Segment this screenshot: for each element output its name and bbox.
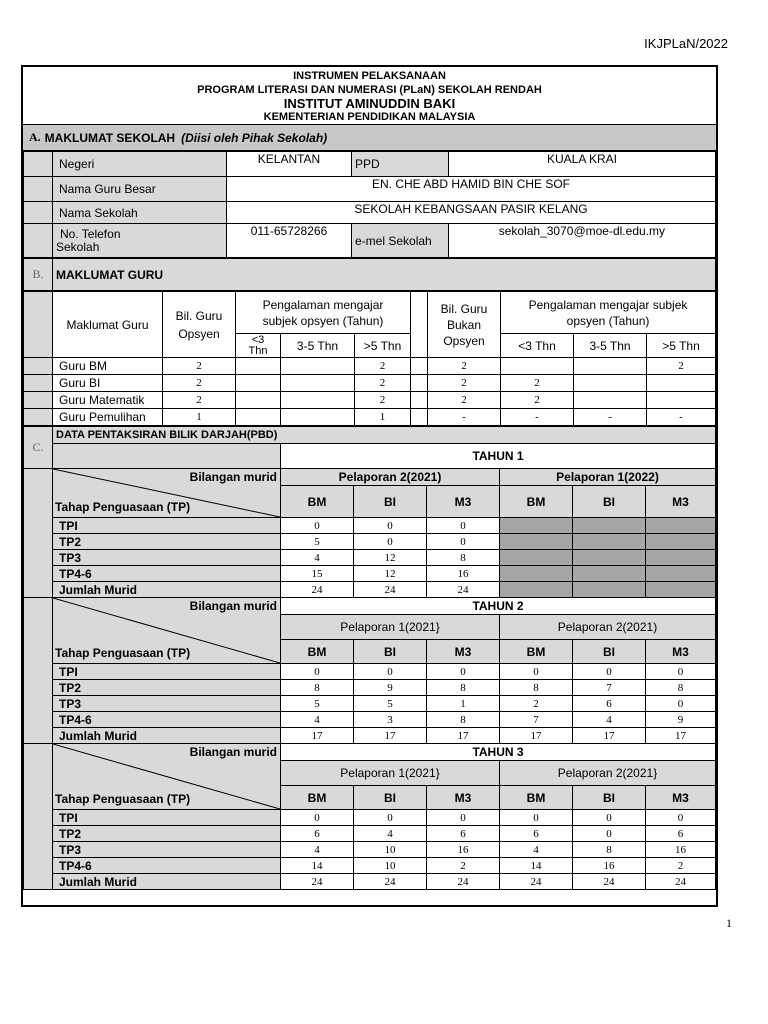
col-lt3-bukan: <3 Thn — [501, 334, 574, 358]
negeri-label: Negeri — [53, 152, 227, 177]
tahap-penguasaan-label: Tahap Penguasaan (TP) — [55, 500, 191, 514]
report-row — [24, 469, 716, 486]
year-row — [24, 598, 716, 615]
spacer-column — [411, 292, 428, 358]
tp-cell: 6 — [281, 826, 354, 842]
col-bukan-line-3: Opsyen — [443, 333, 485, 348]
teacher-cell-o_gt5: 2 — [355, 392, 411, 409]
spacer-cell — [411, 392, 428, 409]
tp-cell: 2 — [427, 858, 500, 874]
report-2-label: Pelaporan 2(2021} — [500, 761, 716, 786]
lt3-line-2: Thn — [248, 344, 268, 357]
teacher-rows — [24, 358, 716, 426]
subject-header: BM — [281, 640, 354, 664]
tp-row — [24, 810, 716, 826]
tp-label: TPI — [53, 518, 281, 534]
tp-cell: 0 — [281, 664, 354, 680]
col-bil-guru-opsyen-line-2: Opsyen — [178, 326, 220, 341]
row-marker — [24, 358, 53, 375]
subject-header: BM — [281, 786, 354, 810]
row-marker — [24, 469, 53, 598]
tp-cell — [646, 582, 716, 598]
teacher-cell-opsyen: 2 — [163, 358, 236, 375]
ppd-label: PPD — [352, 152, 449, 177]
spacer-cell — [411, 358, 428, 375]
report-1-label: Pelaporan 2(2021) — [281, 469, 500, 486]
sekolah-label: Nama Sekolah — [53, 202, 227, 224]
tp-label: TP2 — [53, 826, 281, 842]
col-bukan-line-2: Bukan — [447, 317, 482, 332]
teacher-cell-o_35 — [281, 392, 355, 409]
teacher-cell-bukan: - — [428, 409, 501, 426]
col-maklumat-guru: Maklumat Guru — [53, 292, 163, 358]
col-pengalaman-opsyen-line-2: subjek opsyen (Tahun) — [262, 313, 384, 328]
page-number: 1 — [726, 916, 732, 930]
tp-cell: 0 — [354, 810, 427, 826]
tp-cell: 10 — [354, 842, 427, 858]
teacher-cell-b_gt5: 2 — [647, 358, 716, 375]
tp-cell: 3 — [354, 712, 427, 728]
tp-cell — [500, 550, 573, 566]
tp-label: TPI — [53, 664, 281, 680]
tp-cell: 16 — [573, 858, 646, 874]
tp-cell: 8 — [573, 842, 646, 858]
col-3-5-bukan: 3-5 Thn — [574, 334, 647, 358]
tp-cell: 24 — [573, 874, 646, 890]
tp-cell: 0 — [573, 664, 646, 680]
tp-cell: 24 — [281, 874, 354, 890]
tp-cell — [646, 566, 716, 582]
tp-cell: 9 — [354, 680, 427, 696]
tp-cell: 4 — [573, 712, 646, 728]
tp-cell — [500, 566, 573, 582]
tp-cell: 17 — [427, 728, 500, 744]
tp-cell — [500, 582, 573, 598]
tp-cell: 0 — [573, 826, 646, 842]
teacher-row — [24, 409, 716, 426]
report-2-label: Pelaporan 2(2021) — [500, 615, 716, 640]
tp-cell: 0 — [354, 534, 427, 550]
section-a-title: MAKLUMAT SEKOLAH — [44, 130, 176, 145]
row-marker — [24, 202, 53, 224]
tp-cell: 16 — [427, 566, 500, 582]
tp-cell: 0 — [281, 810, 354, 826]
tahap-penguasaan-label: Tahap Penguasaan (TP) — [55, 792, 191, 806]
teacher-cell-b_35 — [574, 375, 647, 392]
tp-row — [24, 696, 716, 712]
tp-cell: 6 — [646, 826, 716, 842]
teacher-row — [24, 375, 716, 392]
tp-cell: 24 — [427, 582, 500, 598]
tp-cell — [573, 582, 646, 598]
subject-header: BI — [573, 486, 646, 518]
tp-cell: 5 — [281, 534, 354, 550]
col-3-5-opsyen: 3-5 Thn — [281, 334, 355, 358]
tp-label: TP3 — [53, 842, 281, 858]
row-marker — [24, 409, 53, 426]
tp-cell: 8 — [281, 680, 354, 696]
row-marker — [24, 744, 53, 890]
tp-cell — [573, 566, 646, 582]
tp-cell: 0 — [427, 664, 500, 680]
teacher-cell-o_35 — [281, 409, 355, 426]
tp-cell: 0 — [281, 518, 354, 534]
bilangan-murid-label: Bilangan murid — [189, 470, 277, 484]
col-pengalaman-bukan-line-1: Pengalaman mengajar subjek — [528, 297, 688, 312]
section-a-title-bar — [23, 125, 716, 151]
section-a-subtitle: (Diisi oleh Pihak Sekolah) — [181, 130, 328, 145]
tp-cell: 0 — [427, 810, 500, 826]
report-1-label: Pelaporan 1(2021} — [281, 761, 500, 786]
section-a-letter: A. — [29, 130, 41, 144]
col-bil-guru-opsyen-line-1: Bil. Guru — [175, 308, 223, 323]
tp-cell: 8 — [427, 712, 500, 728]
tp-row — [24, 858, 716, 874]
tp-cell: 10 — [354, 858, 427, 874]
tp-cell — [500, 518, 573, 534]
header-line-2: PROGRAM LITERASI DAN NUMERASI (PLaN) SEKOLAH RENDAH — [197, 83, 542, 96]
row-marker — [24, 292, 53, 358]
tp-cell: 14 — [500, 858, 573, 874]
negeri-value: KELANTAN — [227, 152, 352, 177]
tp-label: Jumlah Murid — [53, 582, 281, 598]
tp-cell: 24 — [427, 874, 500, 890]
teacher-cell-b_gt5: - — [647, 409, 716, 426]
tp-cell: 9 — [646, 712, 716, 728]
pbd-table — [23, 426, 716, 890]
tp-label: TP4-6 — [53, 566, 281, 582]
teacher-cell-o_gt5: 2 — [355, 375, 411, 392]
tp-cell: 17 — [573, 728, 646, 744]
row-marker — [24, 177, 53, 202]
document-reference-code: IKJPLaN/2022 — [644, 36, 728, 51]
year-label: TAHUN 3 — [281, 744, 716, 761]
teacher-cell-bukan: 2 — [428, 375, 501, 392]
tp-cell: 15 — [281, 566, 354, 582]
section-c-letter: C. — [24, 427, 53, 469]
teacher-cell-o_35 — [281, 358, 355, 375]
subject-header: M3 — [646, 486, 716, 518]
teacher-cell-b_lt3: 2 — [501, 375, 574, 392]
tp-cell: 0 — [646, 696, 716, 712]
tp-cell: 17 — [354, 728, 427, 744]
tp-cell: 24 — [281, 582, 354, 598]
tp-cell: 0 — [354, 664, 427, 680]
teacher-cell-o_35 — [281, 375, 355, 392]
year-label: TAHUN 2 — [281, 598, 716, 615]
year-row — [24, 444, 716, 469]
tp-cell: 14 — [281, 858, 354, 874]
teacher-cell-b_gt5 — [647, 375, 716, 392]
teacher-cell-o_gt5: 2 — [355, 358, 411, 375]
subject-header: BI — [573, 640, 646, 664]
year-row — [24, 744, 716, 761]
teacher-cell-o_lt3 — [236, 392, 281, 409]
tp-row — [24, 664, 716, 680]
tp-cell: 0 — [500, 664, 573, 680]
tp-cell: 16 — [646, 842, 716, 858]
tp-cell: 4 — [281, 842, 354, 858]
tp-row — [24, 826, 716, 842]
tp-cell: 8 — [646, 680, 716, 696]
teacher-cell-opsyen: 2 — [163, 375, 236, 392]
teacher-cell-opsyen: 1 — [163, 409, 236, 426]
tp-cell: 0 — [573, 810, 646, 826]
tp-cell: 8 — [500, 680, 573, 696]
header-line-3: INSTITUT AMINUDDIN BAKI — [283, 96, 456, 111]
instrument-form — [21, 65, 718, 907]
tp-cell: 6 — [500, 826, 573, 842]
row-marker — [24, 392, 53, 409]
tp-cell: 0 — [427, 518, 500, 534]
spacer-cell — [411, 409, 428, 426]
subject-header: BI — [354, 786, 427, 810]
tp-cell: 12 — [354, 566, 427, 582]
tp-cell — [500, 534, 573, 550]
tp-cell: 8 — [427, 550, 500, 566]
tp-cell: 1 — [427, 696, 500, 712]
tp-label: Jumlah Murid — [53, 728, 281, 744]
row-marker — [24, 598, 53, 744]
teacher-row-label: Guru BM — [53, 358, 163, 375]
form-header — [23, 67, 716, 125]
subject-header: M3 — [646, 786, 716, 810]
teacher-cell-b_gt5 — [647, 392, 716, 409]
teacher-cell-o_lt3 — [236, 358, 281, 375]
telefon-label — [53, 224, 227, 258]
tp-row — [24, 712, 716, 728]
tp-cell: 0 — [646, 810, 716, 826]
report-2-label: Pelaporan 1(2022) — [500, 469, 716, 486]
tp-diagonal-header — [53, 598, 281, 664]
tp-diagonal-header — [53, 469, 281, 518]
email-label: e-mel Sekolah — [352, 224, 449, 258]
tp-cell: 4 — [354, 826, 427, 842]
tp-label: TP2 — [53, 680, 281, 696]
tp-cell — [646, 550, 716, 566]
tp-cell: 17 — [500, 728, 573, 744]
tp-label: TP4-6 — [53, 712, 281, 728]
row-marker — [24, 224, 53, 258]
tp-label: TP2 — [53, 534, 281, 550]
teacher-row-label: Guru Matematik — [53, 392, 163, 409]
tp-cell: 4 — [281, 550, 354, 566]
teacher-cell-b_lt3: 2 — [501, 392, 574, 409]
subject-header: BI — [354, 486, 427, 518]
tp-diagonal-header — [53, 744, 281, 810]
tp-row — [24, 534, 716, 550]
teacher-cell-b_35 — [574, 392, 647, 409]
section-b-title-row — [23, 258, 716, 291]
tp-cell: 6 — [427, 826, 500, 842]
tp-cell: 16 — [427, 842, 500, 858]
tp-cell: 17 — [646, 728, 716, 744]
teacher-info-table — [23, 291, 716, 426]
col-bil-guru-opsyen — [163, 292, 236, 358]
tp-cell: 0 — [427, 534, 500, 550]
col-bil-guru-bukan-opsyen — [428, 292, 501, 358]
tp-cell: 6 — [573, 696, 646, 712]
tp-cell: 2 — [500, 696, 573, 712]
col-gt5-bukan: >5 Thn — [647, 334, 716, 358]
tp-row — [24, 680, 716, 696]
subject-header: M3 — [427, 786, 500, 810]
teacher-cell-b_35: - — [574, 409, 647, 426]
tp-row — [24, 874, 716, 890]
guru-besar-value: EN. CHE ABD HAMID BIN CHE SOF — [227, 177, 716, 202]
teacher-row-label: Guru BI — [53, 375, 163, 392]
subject-header: BM — [500, 486, 573, 518]
teacher-cell-b_lt3: - — [501, 409, 574, 426]
subject-header: BM — [500, 640, 573, 664]
section-c-title: DATA PENTAKSIRAN BILIK DARJAH(PBD) — [53, 427, 716, 444]
telefon-value: 011-65728266 — [227, 224, 352, 258]
tp-cell: 2 — [646, 858, 716, 874]
guru-besar-label: Nama Guru Besar — [53, 177, 227, 202]
tp-label: TP3 — [53, 696, 281, 712]
tp-cell: 5 — [354, 696, 427, 712]
col-pengalaman-bukan-line-2: opsyen (Tahun) — [566, 313, 650, 328]
tp-cell: 4 — [500, 842, 573, 858]
teacher-cell-b_35 — [574, 358, 647, 375]
tp-label: Jumlah Murid — [53, 874, 281, 890]
subject-header: BM — [500, 786, 573, 810]
teacher-cell-b_lt3 — [501, 358, 574, 375]
tp-row — [24, 842, 716, 858]
subject-header: M3 — [646, 640, 716, 664]
spacer-cell — [411, 375, 428, 392]
teacher-cell-bukan: 2 — [428, 392, 501, 409]
tp-cell: 24 — [354, 582, 427, 598]
col-bukan-line-1: Bil. Guru — [440, 301, 488, 316]
col-pengalaman-opsyen-line-1: Pengalaman mengajar — [262, 297, 384, 312]
bilangan-murid-label: Bilangan murid — [189, 745, 277, 759]
lt3-line-1: <3 — [251, 333, 265, 346]
tp-row — [24, 518, 716, 534]
tp-cell: 12 — [354, 550, 427, 566]
tahap-penguasaan-label: Tahap Penguasaan (TP) — [55, 646, 191, 660]
tp-cell — [573, 534, 646, 550]
subject-header: BI — [354, 640, 427, 664]
tp-row — [24, 566, 716, 582]
row-marker — [24, 152, 53, 177]
tp-row — [24, 550, 716, 566]
telefon-label-line-2: Sekolah — [56, 239, 100, 254]
subject-header: BI — [573, 786, 646, 810]
tp-label: TP4-6 — [53, 858, 281, 874]
teacher-cell-o_lt3 — [236, 375, 281, 392]
teacher-cell-o_gt5: 1 — [355, 409, 411, 426]
school-info-table — [23, 151, 716, 258]
email-value: sekolah_3070@moe-dl.edu.my — [449, 224, 716, 258]
tp-cell: 24 — [500, 874, 573, 890]
tp-cell: 0 — [500, 810, 573, 826]
teacher-cell-bukan: 2 — [428, 358, 501, 375]
col-gt5-opsyen: >5 Thn — [355, 334, 411, 358]
row-marker — [24, 375, 53, 392]
year-label: TAHUN 1 — [281, 444, 716, 469]
tp-row — [24, 582, 716, 598]
tp-cell — [646, 518, 716, 534]
ppd-value: KUALA KRAI — [449, 152, 716, 177]
subject-header: M3 — [427, 640, 500, 664]
subject-header: BM — [281, 486, 354, 518]
tp-cell: 7 — [573, 680, 646, 696]
tp-label: TPI — [53, 810, 281, 826]
header-line-1: INSTRUMEN PELAKSANAAN — [293, 70, 446, 82]
diag-top-blank — [53, 444, 281, 469]
tp-cell — [573, 518, 646, 534]
tp-cell: 24 — [354, 874, 427, 890]
tp-cell: 5 — [281, 696, 354, 712]
tp-label: TP3 — [53, 550, 281, 566]
tp-cell: 24 — [646, 874, 716, 890]
section-b-title: MAKLUMAT GURU — [53, 259, 716, 291]
subject-header: M3 — [427, 486, 500, 518]
tp-cell: 0 — [354, 518, 427, 534]
tp-cell — [646, 534, 716, 550]
section-b-letter: B. — [24, 259, 53, 291]
sekolah-value: SEKOLAH KEBANGSAAN PASIR KELANG — [227, 202, 716, 224]
col-pengalaman-opsyen — [236, 292, 411, 334]
tp-cell: 4 — [281, 712, 354, 728]
teacher-row-label: Guru Pemulihan — [53, 409, 163, 426]
report-1-label: Pelaporan 1(2021} — [281, 615, 500, 640]
tp-cell: 0 — [646, 664, 716, 680]
col-lt3-opsyen — [236, 334, 281, 358]
tp-cell: 17 — [281, 728, 354, 744]
header-line-4: KEMENTERIAN PENDIDIKAN MALAYSIA — [263, 110, 476, 123]
bilangan-murid-label: Bilangan murid — [189, 599, 277, 613]
teacher-row — [24, 392, 716, 409]
telefon-label-line-1: No. Telefon — [60, 226, 121, 241]
tp-cell: 8 — [427, 680, 500, 696]
pbd-body — [24, 427, 716, 890]
teacher-cell-opsyen: 2 — [163, 392, 236, 409]
col-pengalaman-bukan-opsyen — [501, 292, 716, 334]
teacher-cell-o_lt3 — [236, 409, 281, 426]
tp-row — [24, 728, 716, 744]
tp-cell: 7 — [500, 712, 573, 728]
tp-cell — [573, 550, 646, 566]
teacher-row — [24, 358, 716, 375]
